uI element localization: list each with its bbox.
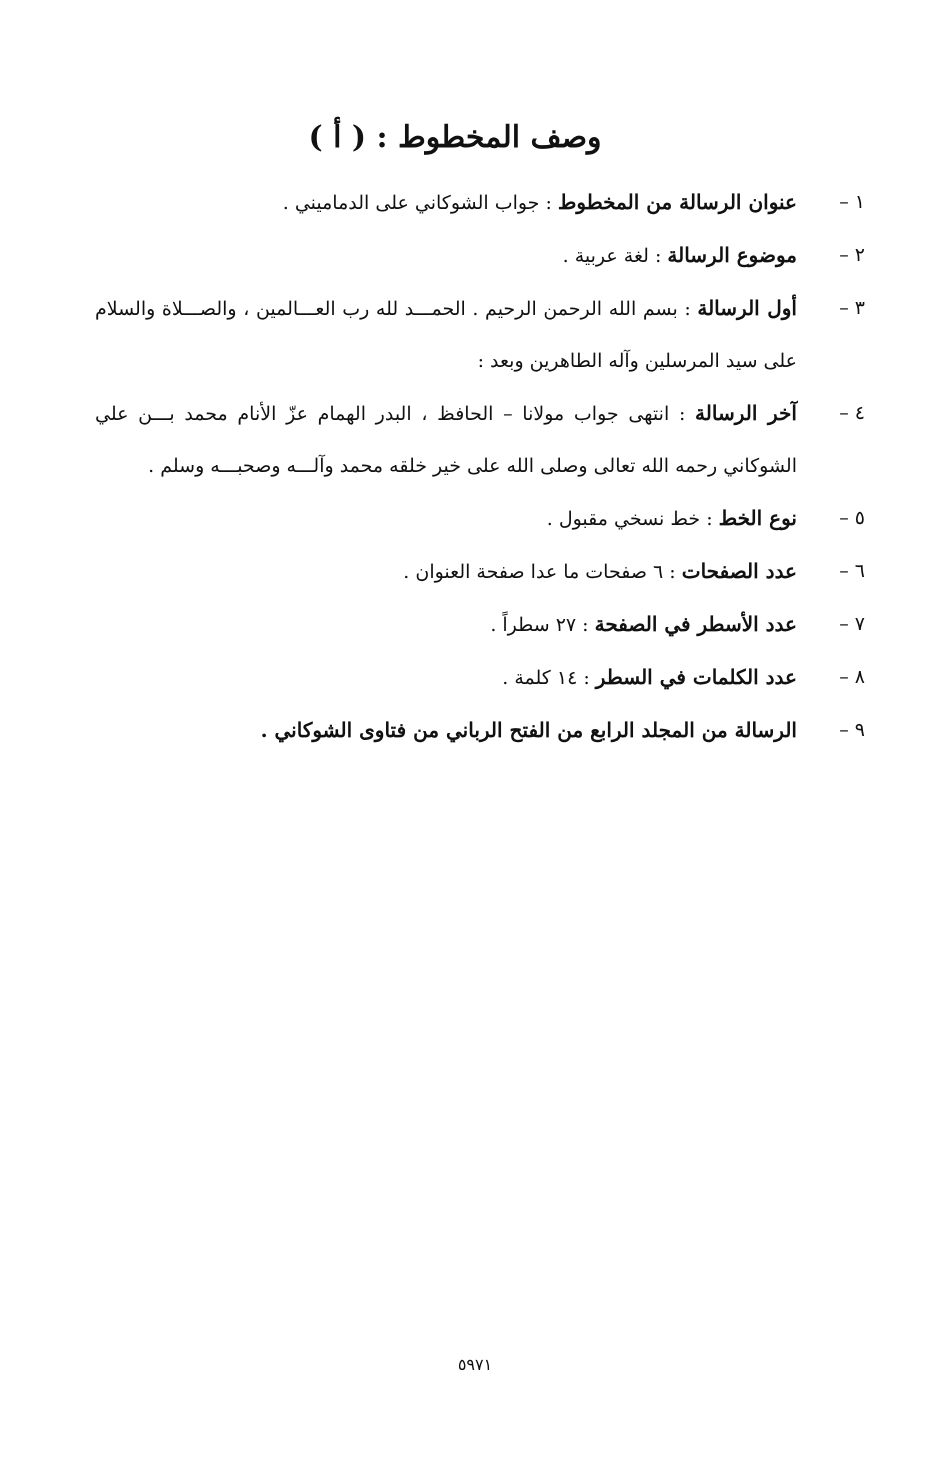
page-title: وصف المخطوط : ( أ ) [308,120,602,155]
item-number: ٨ – [839,666,865,688]
item-label: أول الرسالة [697,296,797,320]
item-body [95,651,797,704]
manuscript-description-list [95,176,865,757]
list-item [95,651,865,704]
list-item [95,387,865,492]
item-label: عدد الكلمات في السطر [595,665,797,689]
item-number: ٢ – [839,244,865,266]
item-body [95,282,797,387]
item-text: : ٦ صفحات ما عدا صفحة العنوان . [403,561,676,583]
item-number: ١ – [839,191,865,213]
item-label: آخر الرسالة [695,401,797,425]
item-label: الرسالة من المجلد الرابع من الفتح الرباني من فتاوى الشوكاني . [260,718,797,742]
item-text: : خط نسخي مقبول . [546,508,713,530]
item-label: عدد الأسطر في الصفحة [594,612,797,636]
list-item [95,229,865,282]
item-body [95,387,797,492]
item-text: : لغة عربية . [562,245,662,267]
section-title-wrap [0,108,950,168]
item-body [95,176,797,229]
item-text: : انتهى جواب مولانا – الحافظ ، البدر الهمام عزّ الأنام محمد بـــن علي الشوكاني رحمه الله تعالى وصلى الله على خير خلقه محمد وآلـــه وصحبـــه وسلم . [95,403,797,477]
item-number: ٩ – [839,719,865,741]
list-item [95,598,865,651]
item-text: : جواب الشوكاني على الدماميني . [282,192,552,214]
item-label: عدد الصفحات [681,559,797,583]
item-body [95,598,797,651]
item-body [95,229,797,282]
list-item [95,176,865,229]
list-item [95,492,865,545]
item-number: ٤ – [839,402,865,424]
item-label: موضوع الرسالة [667,243,797,267]
item-body [95,492,797,545]
item-number: ٦ – [839,560,865,582]
page-number: ٥٩٧١ [457,1355,493,1374]
item-number: ٣ – [839,297,865,319]
list-item [95,545,865,598]
item-number: ٧ – [839,613,865,635]
item-label: نوع الخط [718,506,797,530]
item-body [95,704,797,757]
list-item [95,704,865,757]
item-label: عنوان الرسالة من المخطوط [557,190,797,214]
list-item [95,282,865,387]
item-text: : بسم الله الرحمن الرحيم . الحمـــد لله رب العـــالمين ، والصـــلاة والسلام على سيد المرسلين وآله الطاهرين وبعد : [95,298,797,372]
item-text: : ١٤ كلمة . [502,667,590,689]
item-body [95,545,797,598]
item-number: ٥ – [839,507,865,529]
item-text: : ٢٧ سطراً . [490,614,589,636]
